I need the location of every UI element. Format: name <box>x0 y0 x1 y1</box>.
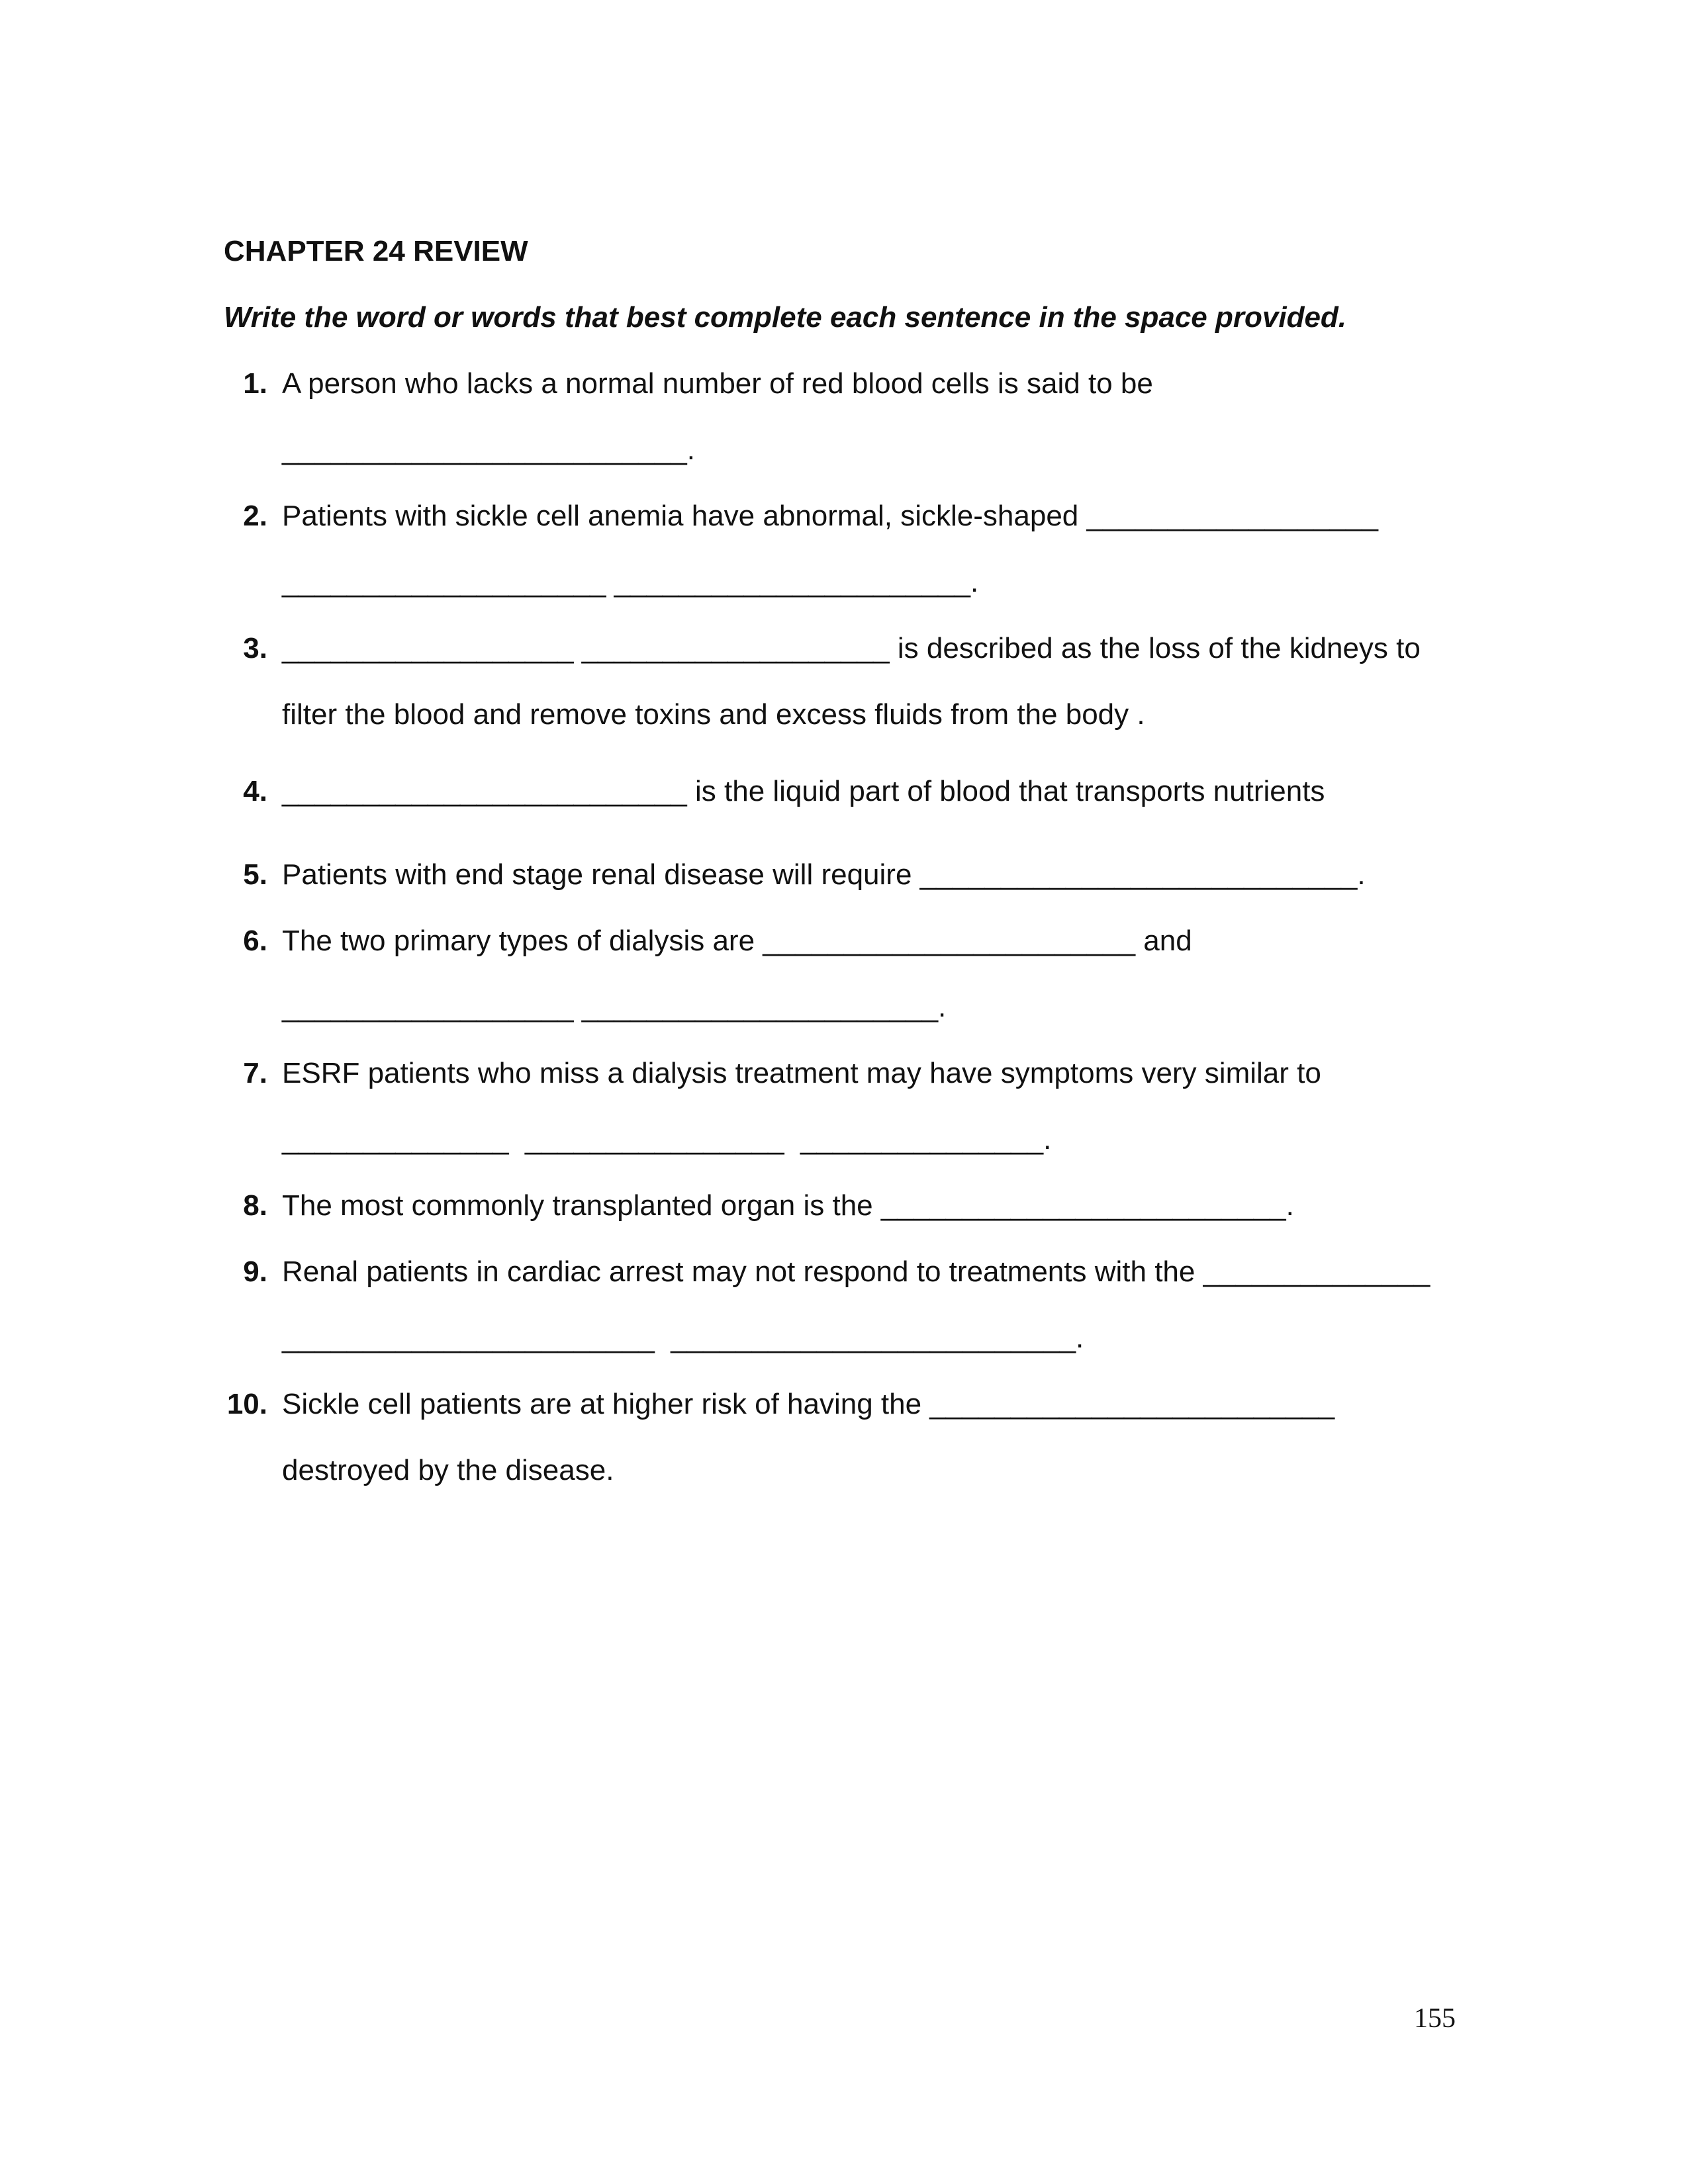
answer-blank[interactable]: ____________________ ______________________. <box>282 566 979 598</box>
question-number: 5. <box>243 858 267 891</box>
answer-blank[interactable]: _______________________ _________________________. <box>282 1322 1084 1354</box>
question-text[interactable]: _________________________ is the liquid part of blood that transports nutrients <box>282 775 1325 807</box>
question-number: 7. <box>243 1057 267 1089</box>
answer-blank[interactable]: _________________________. <box>282 433 695 466</box>
question-text[interactable]: Sickle cell patients are at higher risk of having the _________________________ <box>282 1388 1335 1420</box>
question-text[interactable]: Patients with end stage renal disease will require ___________________________. <box>282 858 1366 891</box>
question-text: filter the blood and remove toxins and excess fluids from the body . <box>282 698 1145 731</box>
answer-blank[interactable]: __________________ ______________________. <box>282 991 947 1023</box>
page-number: 155 <box>1414 2003 1456 2034</box>
question-text[interactable]: The most commonly transplanted organ is the _________________________. <box>282 1189 1294 1222</box>
question-text: destroyed by the disease. <box>282 1454 614 1486</box>
question-text: A person who lacks a normal number of red blood cells is said to be <box>282 367 1153 400</box>
question-number: 2. <box>243 500 267 532</box>
question-text: ESRF patients who miss a dialysis treatment may have symptoms very similar to <box>282 1057 1321 1089</box>
question-number: 4. <box>243 775 267 807</box>
question-number: 10. <box>226 1388 267 1420</box>
page-title: CHAPTER 24 REVIEW <box>224 235 528 267</box>
question-number: 8. <box>243 1189 267 1222</box>
question-number: 9. <box>243 1255 267 1288</box>
question-text[interactable]: The two primary types of dialysis are _______________________ and <box>282 925 1192 957</box>
question-text[interactable]: Patients with sickle cell anemia have abnormal, sickle-shaped __________________ <box>282 500 1378 532</box>
question-number: 6. <box>243 925 267 957</box>
question-text[interactable]: __________________ ___________________ is described as the loss of the kidneys to <box>282 632 1421 664</box>
answer-blank[interactable]: ______________ ________________ _______________. <box>282 1123 1052 1156</box>
question-number: 3. <box>243 632 267 664</box>
question-number: 1. <box>243 367 267 400</box>
question-text[interactable]: Renal patients in cardiac arrest may not respond to treatments with the ______________ <box>282 1255 1430 1288</box>
instructions: Write the word or words that best complete each sentence in the space provided. <box>224 301 1347 334</box>
